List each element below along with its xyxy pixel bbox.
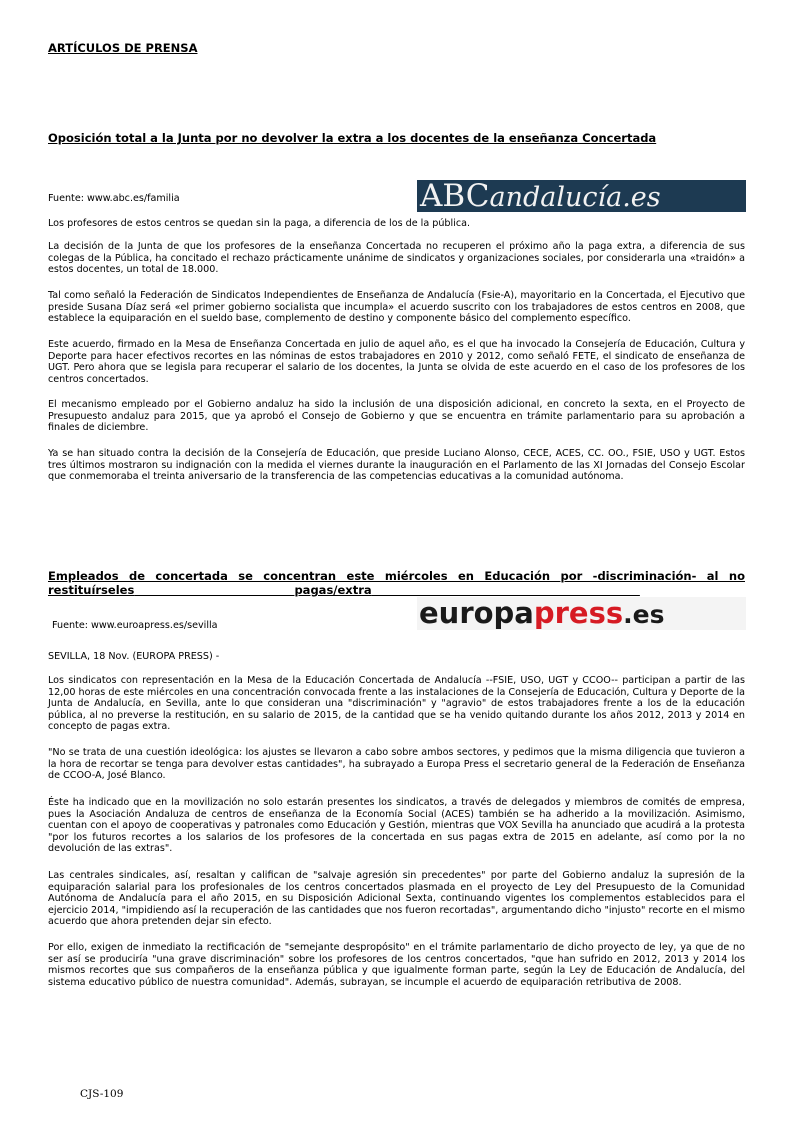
article2-para-5: Por ello, exigen de inmediato la rectificación de "semejante despropósito" en el trámite parlamentario de dicho proyecto de ley, ya que de no ser así se produciría "una grave discriminación" sobre los profesores de los centros concertados, "que han sufrido en 2012, 2013 y 2014 los mismos recortes que sus compañeros de la enseñanza pública y que igualmente forman parte, según la Ley de Educación de Andalucía, del sistema educativo público de nuestra comunidad". Además, subrayan, se incumple el acuerdo de equiparación retributiva de 2008. (48, 942, 745, 988)
article2-para-3: Éste ha indicado que en la movilización no solo estarán presentes los sindicatos, a través de delegados y miembros de comités de empresa, pues la Asociación Andaluza de centros de enseñanza de la Economía Social (ACES) también se ha adherido a la movilización. Asimismo, cuentan con el apoyo de cooperativas y patronales como Educación y Gestión, mientras que VOX Sevilla ha anunciado que acudirá a la protesta "por los futuros recortes a los salarios de los profesores de la concertada en sus pagas extra de 2015 en adelante, así como por la no devolución de las extras". (48, 797, 745, 855)
article2-dateline: SEVILLA, 18 Nov. (EUROPA PRESS) - (48, 651, 220, 662)
article1-para-1: Los profesores de estos centros se quedan sin la paga, a diferencia de los de la pública. (48, 218, 471, 229)
article2-source: Fuente: www.euroapress.es/sevilla (52, 620, 218, 631)
article1-para-5: El mecanismo empleado por el Gobierno andaluz ha sido la inclusión de una disposición adicional, en concreto la sexta, en el Proyecto de Presupuesto andaluz para 2015, que ya aprobó el Consejo de Gobierno y que se encuentra en trámite parlamentario para su aprobación a finales de diciembre. (48, 399, 745, 434)
section-title: ARTÍCULOS DE PRENSA (48, 41, 198, 55)
article2-para-1: Los sindicatos con representación en la Mesa de la Educación Concertada de Andalucía --FSIE, USO, UGT y CCOO-- participan a partir de las 12,00 horas de este miércoles en una concentración convocada frente a las instalaciones de la Consejería de Educación, Cultura y Deporte de la Junta de Andalucía, en Sevilla, ante lo que consideran una "discriminación" y "agravio" de estos trabajadores frente a los de la educación pública, al no preverse la restitución, en su salario de 2015, de la cantidad que se ha venido quitando durante los años 2012, 2013 y 2014 en concepto de pagas extra. (48, 675, 745, 733)
article2-headline-line2: restituírseles pagas/extra (48, 583, 372, 597)
article1-para-2: La decisión de la Junta de que los profesores de la enseñanza Concertada no recuperen el próximo año la paga extra, a diferencia de sus colegas de la Pública, ha concitado el rechazo prácticamente unánime de sindicatos y organizaciones sociales, por considerarla una «traidón» a estos docentes, un total de 18.000. (48, 241, 745, 276)
article1-para-3: Tal como señaló la Federación de Sindicatos Independientes de Enseñanza de Andalucía (Fsie-A), mayoritario en la Concertada, el Ejecutivo que preside Susana Díaz será «el primer gobierno socialista que incumpla» el acuerdo suscrito con los trabajadores de estos centros en 2008, que establece la equiparación en el sueldo base, complemento de destino y componente básico del complemento específico. (48, 290, 745, 325)
article1-headline: Oposición total a la Junta por no devolver la extra a los docentes de la enseñanza Concertada (48, 131, 657, 145)
article1-source: Fuente: www.abc.es/familia (48, 193, 180, 204)
article1-para-4: Este acuerdo, firmado en la Mesa de Enseñanza Concertada en julio de aquel año, es el que ha invocado la Consejería de Educación, Cultura y Deporte para hacer efectivos recortes en las nóminas de estos trabajadores en 2010 y 2012, como señaló FETE, el sindicato de enseñanza de UGT. Pero ahora que se legisla para recuperar el salario de los docentes, la Junta se olvida de este acuerdo en el caso de los profesores de los centros concertados. (48, 339, 745, 385)
abc-andalucia-logo: ABCandalucía.es (417, 180, 746, 212)
article1-para-6: Ya se han situado contra la decisión de la Consejería de Educación, que preside Luciano Alonso, CECE, ACES, CC. OO., FSIE, USO y UGT. Estos tres últimos mostraron su indignación con la medida el viernes durante la inauguración en el Parlamento de las XI Jornadas del Consejo Escolar que conmemoraba el treinta aniversario de la transferencia de las competencias educativas a la comunidad autónoma. (48, 448, 745, 483)
article2-para-2: "No se trata de una cuestión ideológica: los ajustes se llevaron a cabo sobre ambos sectores, y pedimos que la misma diligencia que tuvieron a la hora de recortar se tenga para devolver estas cantidades", ha subrayado a Europa Press el secretario general de la Federación de Enseñanza de CCOO-A, José Blanco. (48, 747, 745, 782)
page-footer: CJS-109 (80, 1088, 124, 1100)
article2-para-4: Las centrales sindicales, así, resaltan y califican de "salvaje agresión sin precedentes" por parte del Gobierno andaluz la supresión de la equiparación salarial para los profesionales de los centros concertados plasmada en el proyecto de Ley del Presupuesto de la Comunidad Autónoma de Andalucía para el año 2015, en su Disposición Adicional Sexta, continuando vigentes los complementos establecidos para el ejercicio 2014, "impidiendo así la recuperación de las cantidades que nos fueron recortadas", argumentando dicho "injusto" recorte en el mismo acuerdo que ahora pretenden dejar sin efecto. (48, 870, 745, 928)
article2-headline-line1: Empleados de concertada se concentran este miércoles en Educación por -discriminación- al no (48, 569, 745, 583)
europapress-logo: europapress.es (417, 597, 746, 630)
